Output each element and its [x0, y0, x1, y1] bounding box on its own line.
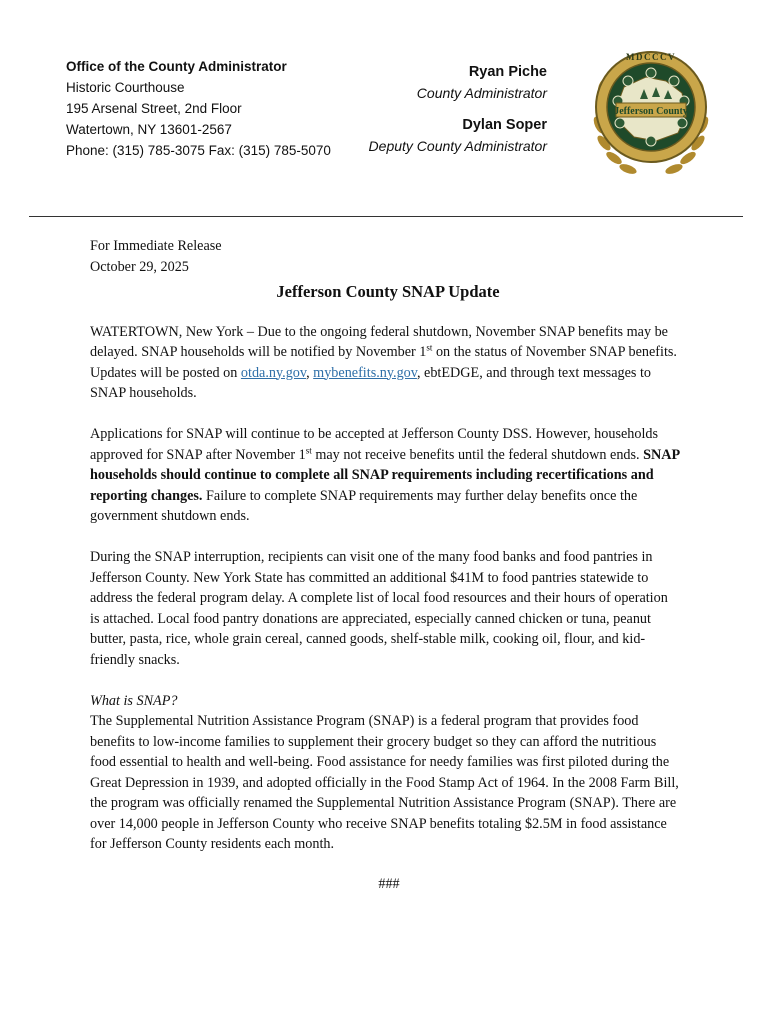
administrator-title: County Administrator	[416, 85, 547, 101]
phone-fax-line: Phone: (315) 785-3075 Fax: (315) 785-5070	[66, 143, 331, 158]
end-mark: ###	[378, 875, 400, 892]
paragraph-what-is-snap: The Supplemental Nutrition Assistance Program (SNAP) is a federal program that provides food benefits to low-income families to supplement their grocery budget so they can afford the nutritious food essential to health and well-being. Food assistance for needy families was first piloted during the Great Depression in 1939, and adopted officially in the Food Stamp Act of 1964. In the 2008 Farm Bill, the program was officially renamed the Supplemental Nutrition Assistance Program (SNAP). There are over 14,000 people in Jefferson County who receive SNAP benefits totaling $2.5M in food assistance for Jefferson County residents each month.	[90, 713, 679, 852]
paragraph-shutdown-notice: WATERTOWN, New York – Due to the ongoing federal shutdown, November SNAP benefits may be delayed. SNAP households will be notified by November 1st on the status of November SNAP benefits. Updates will be posted on otda.ny.gov, mybenefits.ny.gov, ebtEDGE, and through text messages to SNAP households.	[90, 323, 677, 401]
deputy-title: Deputy County Administrator	[368, 138, 547, 154]
letterhead-address-block	[66, 56, 331, 161]
header-divider	[29, 216, 743, 217]
deputy-name: Dylan Soper	[462, 117, 547, 133]
seal-year-text: MDCCCV	[626, 52, 676, 62]
otda-link[interactable]: otda.ny.gov	[240, 364, 307, 381]
release-date: October 29, 2025	[90, 259, 189, 275]
office-name: Office of the County Administrator	[66, 59, 287, 74]
county-seal-logo	[586, 37, 716, 183]
release-label: For Immediate Release	[90, 238, 222, 254]
administrator-name: Ryan Piche	[468, 64, 547, 80]
officials-block	[369, 62, 547, 157]
release-headline: Jefferson County SNAP Update	[276, 282, 500, 301]
address-line: 195 Arsenal Street, 2nd Floor	[66, 101, 242, 116]
snap-section-heading: What is SNAP?	[90, 692, 178, 709]
paragraph-food-pantries: During the SNAP interruption, recipients can visit one of the many food banks and food pantries in Jefferson County. New York State has committed an additional $41M to food pantries statewide to address the federal program delay. A complete list of local food resources and their hours of operation is attached. Local food pantry donations are appreciated, especially canned chicken or tuna, peanut butter, pasta, rice, whole grain cereal, canned goods, shelf-stable milk, cooking oil, flour, and kid-friendly snacks.	[90, 549, 668, 668]
mybenefits-link[interactable]: mybenefits.ny.gov	[313, 364, 417, 381]
address-line: Historic Courthouse	[66, 80, 185, 95]
seal-county-text: Jefferson County	[614, 106, 688, 117]
press-release-body	[90, 236, 680, 894]
paragraph-applications: Applications for SNAP will continue to be accepted at Jefferson County DSS. However, households approved for SNAP after November 1st may not receive benefits until the federal shutdown ends. SNAP households should continue to complete all SNAP requirements including recertifications and reporting changes. Failure to complete SNAP requirements may further delay benefits once the government shutdown ends.	[90, 426, 680, 524]
address-line: Watertown, NY 13601-2567	[66, 122, 232, 137]
requirements-notice: SNAP households should continue to complete all SNAP requirements including recertifications and reporting changes.	[90, 446, 680, 504]
